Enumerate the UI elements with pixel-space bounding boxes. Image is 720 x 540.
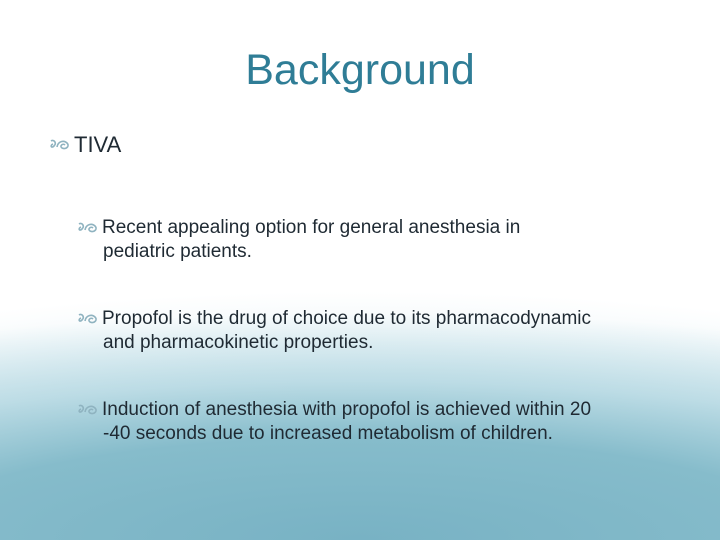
- bullet-item: [76, 398, 696, 446]
- slide-title: Background: [245, 46, 475, 94]
- bullet-line: pediatric patients.: [103, 241, 252, 262]
- bullet-line: Propofol is the drug of choice due to its pharmacodynamic: [102, 308, 591, 329]
- bullet-line: and pharmacokinetic properties.: [103, 332, 374, 353]
- bullet-item: [76, 307, 696, 355]
- swirl-bullet-icon: [76, 220, 102, 236]
- swirl-bullet-icon: [48, 137, 74, 153]
- bullet-line: -40 seconds due to increased metabolism of children.: [103, 423, 553, 444]
- bullet-text: TIVA: [74, 132, 122, 157]
- bullet-level1: [48, 132, 121, 158]
- swirl-bullet-icon: [76, 311, 102, 327]
- bullet-item: [76, 216, 696, 264]
- bullet-line: Recent appealing option for general anesthesia in: [102, 217, 521, 238]
- swirl-bullet-icon: [76, 402, 102, 418]
- bullet-line: Induction of anesthesia with propofol is achieved within 20: [102, 399, 592, 420]
